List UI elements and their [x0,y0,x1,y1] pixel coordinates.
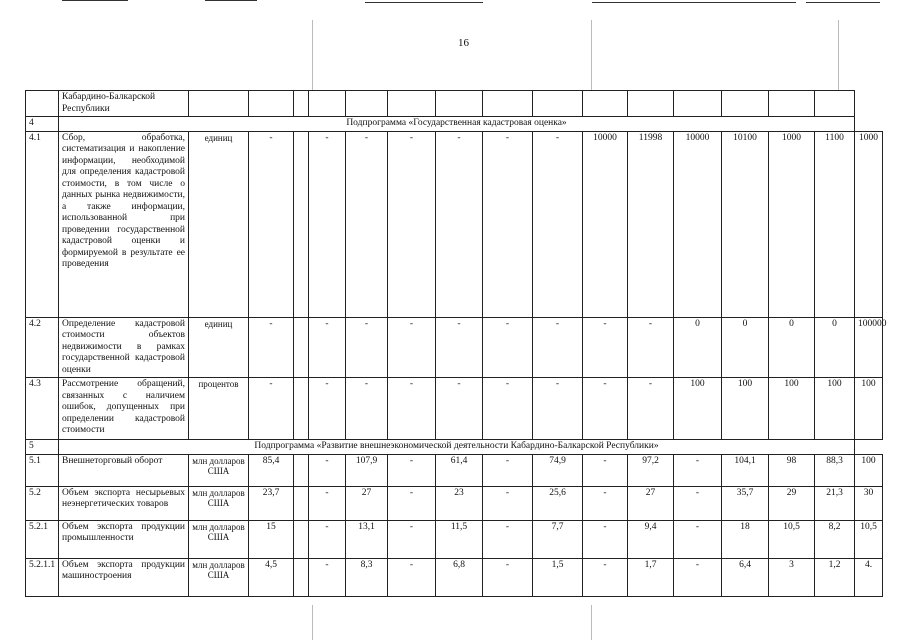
value-cell: 100000 [855,317,883,378]
value-cell: - [346,317,388,378]
indicator-name: Объем экспорта продукции промышленности [59,520,189,558]
value-cell: 100 [674,378,722,440]
row-number: 4.2 [26,317,59,378]
value-cell: 11998 [628,131,674,317]
spacer-cell [294,454,309,486]
unit-cell: единиц [189,131,249,317]
value-cell: - [436,317,483,378]
value-cell: - [388,520,436,558]
subprogram-title: Подпрограмма «Государственная кадастровая оценка» [59,117,855,132]
value-cell [815,91,855,117]
value-cell: - [309,558,346,596]
value-cell: 4. [855,558,883,596]
value-cell: 0 [815,317,855,378]
table-row [26,317,883,378]
value-cell: - [533,317,583,378]
header-rule [62,0,128,1]
row-number: 5.2.1.1 [26,558,59,596]
value-cell: 6,8 [436,558,483,596]
value-cell: - [583,454,628,486]
value-cell [294,91,309,117]
row-number [26,91,59,117]
spacer-cell [294,520,309,558]
subprogram-row [26,117,883,132]
value-cell: - [583,486,628,520]
value-cell [722,91,769,117]
value-cell: 98 [769,454,815,486]
subprogram-row [26,440,883,455]
value-cell: 29 [769,486,815,520]
value-cell: 3 [769,558,815,596]
value-cell [309,91,346,117]
unit-cell: процентов [189,378,249,440]
header-rule [205,0,257,1]
scan-mark [591,605,592,640]
value-cell: 1,7 [628,558,674,596]
value-cell: - [533,131,583,317]
value-cell: 100 [722,378,769,440]
value-cell: 100 [855,454,883,486]
value-cell: - [583,520,628,558]
value-cell: - [483,558,533,596]
value-cell: - [674,558,722,596]
unit-cell: млн долларов США [189,558,249,596]
spacer-cell [294,486,309,520]
value-cell: - [388,378,436,440]
value-cell [769,91,815,117]
value-cell: - [388,486,436,520]
scan-mark [312,20,313,90]
value-cell: 100 [815,378,855,440]
scan-mark [591,20,592,90]
row-number: 5.2 [26,486,59,520]
value-cell [249,91,294,117]
value-cell: - [483,520,533,558]
value-cell [436,91,483,117]
value-cell: 100 [855,378,883,440]
value-cell: - [388,454,436,486]
value-cell: 27 [346,486,388,520]
value-cell: - [436,131,483,317]
indicators-table [25,90,887,597]
indicator-name: Внешнеторговый оборот [59,454,189,486]
value-cell: 21,3 [815,486,855,520]
value-cell: 35,7 [722,486,769,520]
value-cell: - [583,558,628,596]
value-cell: - [309,454,346,486]
table-row [26,91,883,117]
value-cell: 1000 [855,131,883,317]
value-cell: 7,7 [533,520,583,558]
value-cell: 1000 [769,131,815,317]
row-number: 4 [26,117,59,132]
value-cell: 85,4 [249,454,294,486]
indicator-name: Определение кадастровой стоимости объектов недвижимости в рамках государственной кадастровой оценки [59,317,189,378]
value-cell: - [346,378,388,440]
value-cell: - [483,486,533,520]
table-row [26,454,883,486]
row-number: 4.1 [26,131,59,317]
unit-cell: млн долларов США [189,486,249,520]
table-row [26,520,883,558]
value-cell: 104,1 [722,454,769,486]
table-row [26,486,883,520]
scan-mark [312,605,313,640]
value-cell [346,91,388,117]
value-cell: 10000 [583,131,628,317]
row-number: 5 [26,440,59,455]
value-cell: - [583,378,628,440]
value-cell: - [483,378,533,440]
value-cell: 74,9 [533,454,583,486]
value-cell: 8,3 [346,558,388,596]
value-cell [674,91,722,117]
value-cell: - [628,317,674,378]
subprogram-title: Подпрограмма «Развитие внешнеэкономической деятельности Кабардино-Балкарской Республики» [59,440,855,455]
value-cell: 8,2 [815,520,855,558]
value-cell: - [249,131,294,317]
value-cell: - [346,131,388,317]
value-cell: - [249,317,294,378]
value-cell [583,91,628,117]
value-cell: - [309,378,346,440]
value-cell: 13,1 [346,520,388,558]
indicator-name: Рассмотрение обращений, связанных с наличием ошибок, допущенных при определении кадастровой стоимости [59,378,189,440]
header-rule [806,2,880,3]
value-cell: - [309,486,346,520]
value-cell: - [674,454,722,486]
value-cell: - [628,378,674,440]
value-cell [628,91,674,117]
value-cell: 1,2 [815,558,855,596]
row-number: 5.2.1 [26,520,59,558]
indicator-name: Объем экспорта несырьевых неэнергетических товаров [59,486,189,520]
header-rule [592,2,796,3]
value-cell: - [533,378,583,440]
value-cell: - [388,131,436,317]
value-cell [533,91,583,117]
value-cell: 9,4 [628,520,674,558]
value-cell: 61,4 [436,454,483,486]
value-cell: 100 [769,378,815,440]
value-cell: - [483,454,533,486]
value-cell [388,91,436,117]
value-cell: 23 [436,486,483,520]
value-cell: 27 [628,486,674,520]
unit-cell: млн долларов США [189,520,249,558]
unit-cell: млн долларов США [189,454,249,486]
indicator-name: Сбор, обработка, систематизация и накопление информации, необходимой для определения кадастровой стоимости, в том числе о данных рынка недвижимости, а также информации, использованной при проведении государственной кадастровой оценки и формируемой в результате ее проведения [59,131,189,317]
value-cell: - [249,378,294,440]
table-row [26,378,883,440]
indicator-name: Объем экспорта продукции машиностроения [59,558,189,596]
value-cell: 11,5 [436,520,483,558]
page-number: 16 [458,37,469,49]
unit-cell: единиц [189,317,249,378]
value-cell: 10,5 [769,520,815,558]
value-cell: 0 [674,317,722,378]
value-cell: 107,9 [346,454,388,486]
value-cell: - [674,520,722,558]
value-cell: 30 [855,486,883,520]
spacer-cell [294,317,309,378]
value-cell: 18 [722,520,769,558]
value-cell: - [388,317,436,378]
value-cell: 88,3 [815,454,855,486]
indicator-name: Кабардино-Балкарской Республики [59,91,189,117]
value-cell: - [674,486,722,520]
value-cell: 10100 [722,131,769,317]
value-cell: 4,5 [249,558,294,596]
row-number: 4.3 [26,378,59,440]
value-cell: 10,5 [855,520,883,558]
scan-mark [838,20,839,90]
value-cell [189,91,249,117]
value-cell: - [436,378,483,440]
table-row [26,558,883,596]
value-cell: 1,5 [533,558,583,596]
spacer-cell [294,378,309,440]
value-cell: 1100 [815,131,855,317]
table-row [26,131,883,317]
value-cell [483,91,533,117]
spacer-cell [294,558,309,596]
value-cell: 97,2 [628,454,674,486]
value-cell: - [309,520,346,558]
header-rule [365,2,483,3]
value-cell: 6,4 [722,558,769,596]
spacer-cell [294,131,309,317]
value-cell: 0 [769,317,815,378]
value-cell: 23,7 [249,486,294,520]
value-cell: 15 [249,520,294,558]
value-cell: - [309,317,346,378]
value-cell: - [483,317,533,378]
value-cell: 25,6 [533,486,583,520]
value-cell: 10000 [674,131,722,317]
value-cell: - [309,131,346,317]
value-cell: 0 [722,317,769,378]
value-cell: - [583,317,628,378]
row-number: 5.1 [26,454,59,486]
value-cell: - [483,131,533,317]
value-cell: - [388,558,436,596]
